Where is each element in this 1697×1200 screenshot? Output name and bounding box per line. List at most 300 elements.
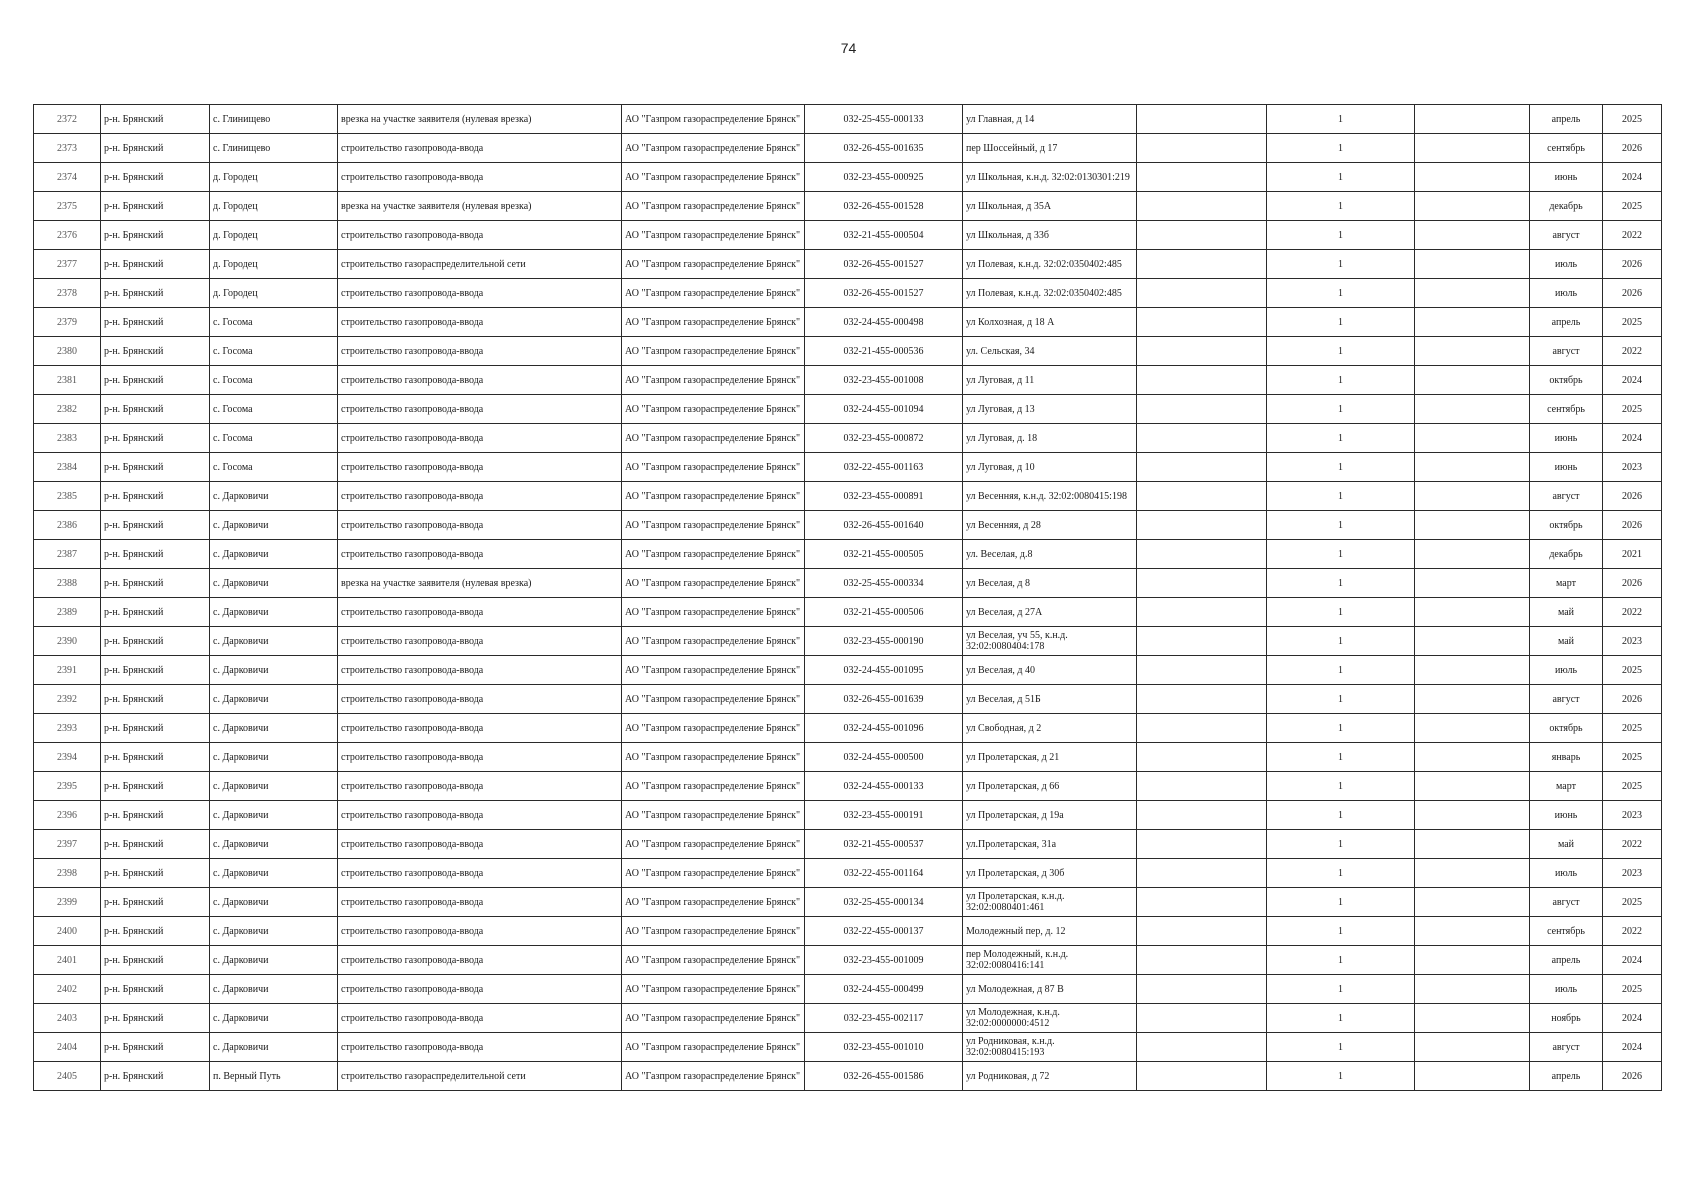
month-cell: август — [1530, 221, 1603, 250]
row-number-cell: 2395 — [34, 772, 101, 801]
settlement-cell: с. Госома — [210, 337, 338, 366]
empty-cell — [1137, 482, 1267, 511]
row-number-cell: 2376 — [34, 221, 101, 250]
month-cell: январь — [1530, 743, 1603, 772]
settlement-cell: с. Дарковичи — [210, 569, 338, 598]
work-type-cell: строительство газопровода-ввода — [338, 308, 622, 337]
quantity-cell: 1 — [1267, 946, 1415, 975]
year-cell: 2025 — [1603, 656, 1662, 685]
organization-cell: АО "Газпром газораспределение Брянск" — [622, 743, 805, 772]
table-row — [34, 163, 1662, 192]
month-cell: август — [1530, 1033, 1603, 1062]
district-cell: р-н. Брянский — [101, 453, 210, 482]
empty-cell — [1415, 743, 1530, 772]
month-cell: июнь — [1530, 453, 1603, 482]
year-cell: 2022 — [1603, 221, 1662, 250]
row-number-cell: 2375 — [34, 192, 101, 221]
row-number-cell: 2387 — [34, 540, 101, 569]
district-cell: р-н. Брянский — [101, 395, 210, 424]
organization-cell: АО "Газпром газораспределение Брянск" — [622, 279, 805, 308]
settlement-cell: с. Дарковичи — [210, 1033, 338, 1062]
organization-cell: АО "Газпром газораспределение Брянск" — [622, 888, 805, 917]
settlement-cell: с. Дарковичи — [210, 975, 338, 1004]
settlement-cell: с. Дарковичи — [210, 917, 338, 946]
organization-cell: АО "Газпром газораспределение Брянск" — [622, 221, 805, 250]
empty-cell — [1415, 308, 1530, 337]
organization-cell: АО "Газпром газораспределение Брянск" — [622, 859, 805, 888]
address-cell: ул Колхозная, д 18 А — [963, 308, 1137, 337]
quantity-cell: 1 — [1267, 395, 1415, 424]
year-cell: 2022 — [1603, 337, 1662, 366]
row-number-cell: 2392 — [34, 685, 101, 714]
table-row — [34, 453, 1662, 482]
month-cell: август — [1530, 685, 1603, 714]
month-cell: июнь — [1530, 801, 1603, 830]
row-number-cell: 2393 — [34, 714, 101, 743]
empty-cell — [1415, 337, 1530, 366]
empty-cell — [1137, 279, 1267, 308]
month-cell: апрель — [1530, 308, 1603, 337]
organization-cell: АО "Газпром газораспределение Брянск" — [622, 917, 805, 946]
district-cell: р-н. Брянский — [101, 685, 210, 714]
application-code-cell: 032-23-455-000872 — [805, 424, 963, 453]
year-cell: 2026 — [1603, 685, 1662, 714]
district-cell: р-н. Брянский — [101, 163, 210, 192]
empty-cell — [1137, 946, 1267, 975]
settlement-cell: с. Дарковичи — [210, 685, 338, 714]
address-cell: ул Родниковая, д 72 — [963, 1062, 1137, 1091]
empty-cell — [1137, 714, 1267, 743]
quantity-cell: 1 — [1267, 830, 1415, 859]
row-number-cell: 2373 — [34, 134, 101, 163]
application-code-cell: 032-26-455-001635 — [805, 134, 963, 163]
application-code-cell: 032-26-455-001640 — [805, 511, 963, 540]
district-cell: р-н. Брянский — [101, 337, 210, 366]
organization-cell: АО "Газпром газораспределение Брянск" — [622, 598, 805, 627]
work-type-cell: строительство газопровода-ввода — [338, 395, 622, 424]
organization-cell: АО "Газпром газораспределение Брянск" — [622, 337, 805, 366]
settlement-cell: с. Госома — [210, 366, 338, 395]
application-code-cell: 032-21-455-000537 — [805, 830, 963, 859]
address-cell: ул Пролетарская, д 66 — [963, 772, 1137, 801]
empty-cell — [1415, 830, 1530, 859]
address-cell: ул Веселая, д 8 — [963, 569, 1137, 598]
district-cell: р-н. Брянский — [101, 250, 210, 279]
work-type-cell: строительство газопровода-ввода — [338, 482, 622, 511]
empty-cell — [1137, 366, 1267, 395]
application-code-cell: 032-26-455-001586 — [805, 1062, 963, 1091]
district-cell: р-н. Брянский — [101, 714, 210, 743]
quantity-cell: 1 — [1267, 308, 1415, 337]
organization-cell: АО "Газпром газораспределение Брянск" — [622, 540, 805, 569]
table-row — [34, 250, 1662, 279]
work-type-cell: строительство газопровода-ввода — [338, 946, 622, 975]
work-type-cell: строительство газопровода-ввода — [338, 917, 622, 946]
empty-cell — [1415, 1062, 1530, 1091]
table-row — [34, 511, 1662, 540]
empty-cell — [1137, 540, 1267, 569]
empty-cell — [1415, 482, 1530, 511]
year-cell: 2024 — [1603, 1004, 1662, 1033]
organization-cell: АО "Газпром газораспределение Брянск" — [622, 250, 805, 279]
organization-cell: АО "Газпром газораспределение Брянск" — [622, 424, 805, 453]
empty-cell — [1137, 424, 1267, 453]
address-cell: ул Школьная, к.н.д. 32:02:0130301:219 — [963, 163, 1137, 192]
empty-cell — [1137, 250, 1267, 279]
work-type-cell: строительство газопровода-ввода — [338, 1033, 622, 1062]
settlement-cell: с. Дарковичи — [210, 946, 338, 975]
application-code-cell: 032-26-455-001527 — [805, 279, 963, 308]
district-cell: р-н. Брянский — [101, 221, 210, 250]
year-cell: 2022 — [1603, 917, 1662, 946]
month-cell: май — [1530, 830, 1603, 859]
month-cell: ноябрь — [1530, 1004, 1603, 1033]
address-cell: пер Молодежный, к.н.д. 32:02:0080416:141 — [963, 946, 1137, 975]
work-type-cell: строительство газопровода-ввода — [338, 279, 622, 308]
quantity-cell: 1 — [1267, 105, 1415, 134]
organization-cell: АО "Газпром газораспределение Брянск" — [622, 772, 805, 801]
work-type-cell: строительство газопровода-ввода — [338, 714, 622, 743]
quantity-cell: 1 — [1267, 627, 1415, 656]
empty-cell — [1415, 105, 1530, 134]
quantity-cell: 1 — [1267, 1062, 1415, 1091]
settlement-cell: д. Городец — [210, 192, 338, 221]
month-cell: март — [1530, 569, 1603, 598]
work-type-cell: строительство газопровода-ввода — [338, 366, 622, 395]
row-number-cell: 2403 — [34, 1004, 101, 1033]
application-code-cell: 032-21-455-000536 — [805, 337, 963, 366]
district-cell: р-н. Брянский — [101, 540, 210, 569]
year-cell: 2025 — [1603, 772, 1662, 801]
year-cell: 2026 — [1603, 1062, 1662, 1091]
empty-cell — [1137, 830, 1267, 859]
row-number-cell: 2374 — [34, 163, 101, 192]
application-code-cell: 032-24-455-001096 — [805, 714, 963, 743]
month-cell: июль — [1530, 975, 1603, 1004]
settlement-cell: д. Городец — [210, 250, 338, 279]
settlement-cell: с. Глинищево — [210, 105, 338, 134]
year-cell: 2021 — [1603, 540, 1662, 569]
settlement-cell: с. Дарковичи — [210, 859, 338, 888]
work-type-cell: строительство газопровода-ввода — [338, 134, 622, 163]
year-cell: 2024 — [1603, 163, 1662, 192]
table-row — [34, 308, 1662, 337]
table-row — [34, 221, 1662, 250]
empty-cell — [1137, 975, 1267, 1004]
settlement-cell: с. Дарковичи — [210, 801, 338, 830]
district-cell: р-н. Брянский — [101, 1062, 210, 1091]
settlement-cell: п. Верный Путь — [210, 1062, 338, 1091]
row-number-cell: 2401 — [34, 946, 101, 975]
year-cell: 2026 — [1603, 482, 1662, 511]
address-cell: ул Молодежная, д 87 В — [963, 975, 1137, 1004]
quantity-cell: 1 — [1267, 917, 1415, 946]
empty-cell — [1415, 540, 1530, 569]
year-cell: 2022 — [1603, 830, 1662, 859]
organization-cell: АО "Газпром газораспределение Брянск" — [622, 134, 805, 163]
row-number-cell: 2400 — [34, 917, 101, 946]
empty-cell — [1415, 946, 1530, 975]
row-number-cell: 2381 — [34, 366, 101, 395]
year-cell: 2025 — [1603, 975, 1662, 1004]
district-cell: р-н. Брянский — [101, 627, 210, 656]
table-row — [34, 917, 1662, 946]
quantity-cell: 1 — [1267, 511, 1415, 540]
data-table — [33, 104, 1662, 1091]
work-type-cell: строительство газопровода-ввода — [338, 540, 622, 569]
address-cell: ул Главная, д 14 — [963, 105, 1137, 134]
empty-cell — [1137, 656, 1267, 685]
empty-cell — [1137, 917, 1267, 946]
organization-cell: АО "Газпром газораспределение Брянск" — [622, 801, 805, 830]
empty-cell — [1415, 366, 1530, 395]
month-cell: апрель — [1530, 105, 1603, 134]
year-cell: 2024 — [1603, 424, 1662, 453]
application-code-cell: 032-25-455-000134 — [805, 888, 963, 917]
address-cell: ул Молодежная, к.н.д. 32:02:0000000:4512 — [963, 1004, 1137, 1033]
district-cell: р-н. Брянский — [101, 308, 210, 337]
row-number-cell: 2388 — [34, 569, 101, 598]
table-row — [34, 598, 1662, 627]
district-cell: р-н. Брянский — [101, 772, 210, 801]
table-row — [34, 685, 1662, 714]
empty-cell — [1415, 134, 1530, 163]
address-cell: ул Веселая, д 40 — [963, 656, 1137, 685]
row-number-cell: 2394 — [34, 743, 101, 772]
quantity-cell: 1 — [1267, 1004, 1415, 1033]
year-cell: 2025 — [1603, 105, 1662, 134]
empty-cell — [1137, 598, 1267, 627]
address-cell: ул.Пролетарская, 31а — [963, 830, 1137, 859]
row-number-cell: 2404 — [34, 1033, 101, 1062]
row-number-cell: 2378 — [34, 279, 101, 308]
district-cell: р-н. Брянский — [101, 424, 210, 453]
empty-cell — [1415, 279, 1530, 308]
year-cell: 2023 — [1603, 859, 1662, 888]
row-number-cell: 2383 — [34, 424, 101, 453]
organization-cell: АО "Газпром газораспределение Брянск" — [622, 192, 805, 221]
table-body — [34, 105, 1662, 1091]
quantity-cell: 1 — [1267, 279, 1415, 308]
row-number-cell: 2398 — [34, 859, 101, 888]
work-type-cell: строительство газопровода-ввода — [338, 221, 622, 250]
empty-cell — [1415, 656, 1530, 685]
organization-cell: АО "Газпром газораспределение Брянск" — [622, 453, 805, 482]
month-cell: декабрь — [1530, 192, 1603, 221]
district-cell: р-н. Брянский — [101, 975, 210, 1004]
quantity-cell: 1 — [1267, 598, 1415, 627]
application-code-cell: 032-21-455-000505 — [805, 540, 963, 569]
row-number-cell: 2385 — [34, 482, 101, 511]
empty-cell — [1415, 395, 1530, 424]
year-cell: 2025 — [1603, 714, 1662, 743]
address-cell: ул Веселая, д 51Б — [963, 685, 1137, 714]
table-row — [34, 946, 1662, 975]
work-type-cell: строительство газопровода-ввода — [338, 1004, 622, 1033]
application-code-cell: 032-25-455-000133 — [805, 105, 963, 134]
row-number-cell: 2372 — [34, 105, 101, 134]
empty-cell — [1137, 772, 1267, 801]
work-type-cell: строительство газопровода-ввода — [338, 801, 622, 830]
table-row — [34, 627, 1662, 656]
quantity-cell: 1 — [1267, 1033, 1415, 1062]
district-cell: р-н. Брянский — [101, 279, 210, 308]
address-cell: ул Полевая, к.н.д. 32:02:0350402:485 — [963, 250, 1137, 279]
year-cell: 2025 — [1603, 743, 1662, 772]
district-cell: р-н. Брянский — [101, 511, 210, 540]
table-row — [34, 105, 1662, 134]
settlement-cell: с. Дарковичи — [210, 772, 338, 801]
application-code-cell: 032-22-455-001164 — [805, 859, 963, 888]
year-cell: 2025 — [1603, 308, 1662, 337]
address-cell: ул Веселая, уч 55, к.н.д. 32:02:0080404:178 — [963, 627, 1137, 656]
district-cell: р-н. Брянский — [101, 105, 210, 134]
district-cell: р-н. Брянский — [101, 801, 210, 830]
work-type-cell: строительство газопровода-ввода — [338, 424, 622, 453]
address-cell: ул Школьная, д 33б — [963, 221, 1137, 250]
row-number-cell: 2390 — [34, 627, 101, 656]
settlement-cell: с. Глинищево — [210, 134, 338, 163]
row-number-cell: 2384 — [34, 453, 101, 482]
organization-cell: АО "Газпром газораспределение Брянск" — [622, 1004, 805, 1033]
table-row — [34, 1004, 1662, 1033]
year-cell: 2026 — [1603, 569, 1662, 598]
application-code-cell: 032-24-455-000499 — [805, 975, 963, 1004]
work-type-cell: строительство газопровода-ввода — [338, 685, 622, 714]
year-cell: 2023 — [1603, 627, 1662, 656]
organization-cell: АО "Газпром газораспределение Брянск" — [622, 105, 805, 134]
table-row — [34, 540, 1662, 569]
district-cell: р-н. Брянский — [101, 859, 210, 888]
table-row — [34, 134, 1662, 163]
quantity-cell: 1 — [1267, 250, 1415, 279]
year-cell: 2022 — [1603, 598, 1662, 627]
table-row — [34, 743, 1662, 772]
year-cell: 2023 — [1603, 453, 1662, 482]
work-type-cell: врезка на участке заявителя (нулевая врезка) — [338, 192, 622, 221]
settlement-cell: с. Дарковичи — [210, 1004, 338, 1033]
empty-cell — [1137, 569, 1267, 598]
page-number: 74 — [840, 40, 857, 56]
application-code-cell: 032-24-455-000498 — [805, 308, 963, 337]
empty-cell — [1415, 453, 1530, 482]
address-cell: ул Луговая, д 10 — [963, 453, 1137, 482]
table-row — [34, 1033, 1662, 1062]
month-cell: июль — [1530, 656, 1603, 685]
settlement-cell: с. Дарковичи — [210, 743, 338, 772]
settlement-cell: д. Городец — [210, 163, 338, 192]
application-code-cell: 032-23-455-002117 — [805, 1004, 963, 1033]
organization-cell: АО "Газпром газораспределение Брянск" — [622, 366, 805, 395]
month-cell: май — [1530, 627, 1603, 656]
settlement-cell: с. Госома — [210, 395, 338, 424]
organization-cell: АО "Газпром газораспределение Брянск" — [622, 946, 805, 975]
application-code-cell: 032-23-455-000190 — [805, 627, 963, 656]
settlement-cell: с. Госома — [210, 308, 338, 337]
work-type-cell: строительство газопровода-ввода — [338, 743, 622, 772]
district-cell: р-н. Брянский — [101, 743, 210, 772]
table-row — [34, 366, 1662, 395]
year-cell: 2026 — [1603, 250, 1662, 279]
application-code-cell: 032-26-455-001639 — [805, 685, 963, 714]
table-row — [34, 975, 1662, 1004]
district-cell: р-н. Брянский — [101, 482, 210, 511]
month-cell: июль — [1530, 859, 1603, 888]
application-code-cell: 032-24-455-001095 — [805, 656, 963, 685]
application-code-cell: 032-24-455-000500 — [805, 743, 963, 772]
application-code-cell: 032-26-455-001527 — [805, 250, 963, 279]
quantity-cell: 1 — [1267, 221, 1415, 250]
empty-cell — [1137, 511, 1267, 540]
table-row — [34, 714, 1662, 743]
year-cell: 2026 — [1603, 134, 1662, 163]
empty-cell — [1415, 1004, 1530, 1033]
quantity-cell: 1 — [1267, 685, 1415, 714]
address-cell: ул Весенняя, д 28 — [963, 511, 1137, 540]
settlement-cell: с. Дарковичи — [210, 714, 338, 743]
organization-cell: АО "Газпром газораспределение Брянск" — [622, 482, 805, 511]
address-cell: ул Пролетарская, д 30б — [963, 859, 1137, 888]
quantity-cell: 1 — [1267, 772, 1415, 801]
application-code-cell: 032-25-455-000334 — [805, 569, 963, 598]
organization-cell: АО "Газпром газораспределение Брянск" — [622, 1062, 805, 1091]
district-cell: р-н. Брянский — [101, 598, 210, 627]
work-type-cell: строительство газопровода-ввода — [338, 656, 622, 685]
address-cell: ул Веселая, д 27А — [963, 598, 1137, 627]
application-code-cell: 032-21-455-000504 — [805, 221, 963, 250]
row-number-cell: 2391 — [34, 656, 101, 685]
settlement-cell: с. Дарковичи — [210, 656, 338, 685]
row-number-cell: 2396 — [34, 801, 101, 830]
month-cell: июнь — [1530, 163, 1603, 192]
organization-cell: АО "Газпром газораспределение Брянск" — [622, 163, 805, 192]
settlement-cell: д. Городец — [210, 279, 338, 308]
work-type-cell: строительство газопровода-ввода — [338, 888, 622, 917]
row-number-cell: 2377 — [34, 250, 101, 279]
row-number-cell: 2397 — [34, 830, 101, 859]
organization-cell: АО "Газпром газораспределение Брянск" — [622, 1033, 805, 1062]
settlement-cell: с. Дарковичи — [210, 511, 338, 540]
month-cell: июль — [1530, 250, 1603, 279]
table-row — [34, 192, 1662, 221]
quantity-cell: 1 — [1267, 859, 1415, 888]
quantity-cell: 1 — [1267, 453, 1415, 482]
month-cell: сентябрь — [1530, 917, 1603, 946]
empty-cell — [1415, 221, 1530, 250]
year-cell: 2024 — [1603, 366, 1662, 395]
district-cell: р-н. Брянский — [101, 1004, 210, 1033]
empty-cell — [1415, 569, 1530, 598]
empty-cell — [1137, 337, 1267, 366]
work-type-cell: строительство газопровода-ввода — [338, 975, 622, 1004]
empty-cell — [1415, 888, 1530, 917]
quantity-cell: 1 — [1267, 743, 1415, 772]
quantity-cell: 1 — [1267, 656, 1415, 685]
year-cell: 2023 — [1603, 801, 1662, 830]
work-type-cell: строительство газораспределительной сети — [338, 1062, 622, 1091]
work-type-cell: строительство газопровода-ввода — [338, 627, 622, 656]
quantity-cell: 1 — [1267, 975, 1415, 1004]
organization-cell: АО "Газпром газораспределение Брянск" — [622, 830, 805, 859]
settlement-cell: д. Городец — [210, 221, 338, 250]
empty-cell — [1137, 221, 1267, 250]
empty-cell — [1137, 163, 1267, 192]
year-cell: 2025 — [1603, 888, 1662, 917]
work-type-cell: врезка на участке заявителя (нулевая врезка) — [338, 569, 622, 598]
organization-cell: АО "Газпром газораспределение Брянск" — [622, 714, 805, 743]
application-code-cell: 032-24-455-001094 — [805, 395, 963, 424]
quantity-cell: 1 — [1267, 163, 1415, 192]
